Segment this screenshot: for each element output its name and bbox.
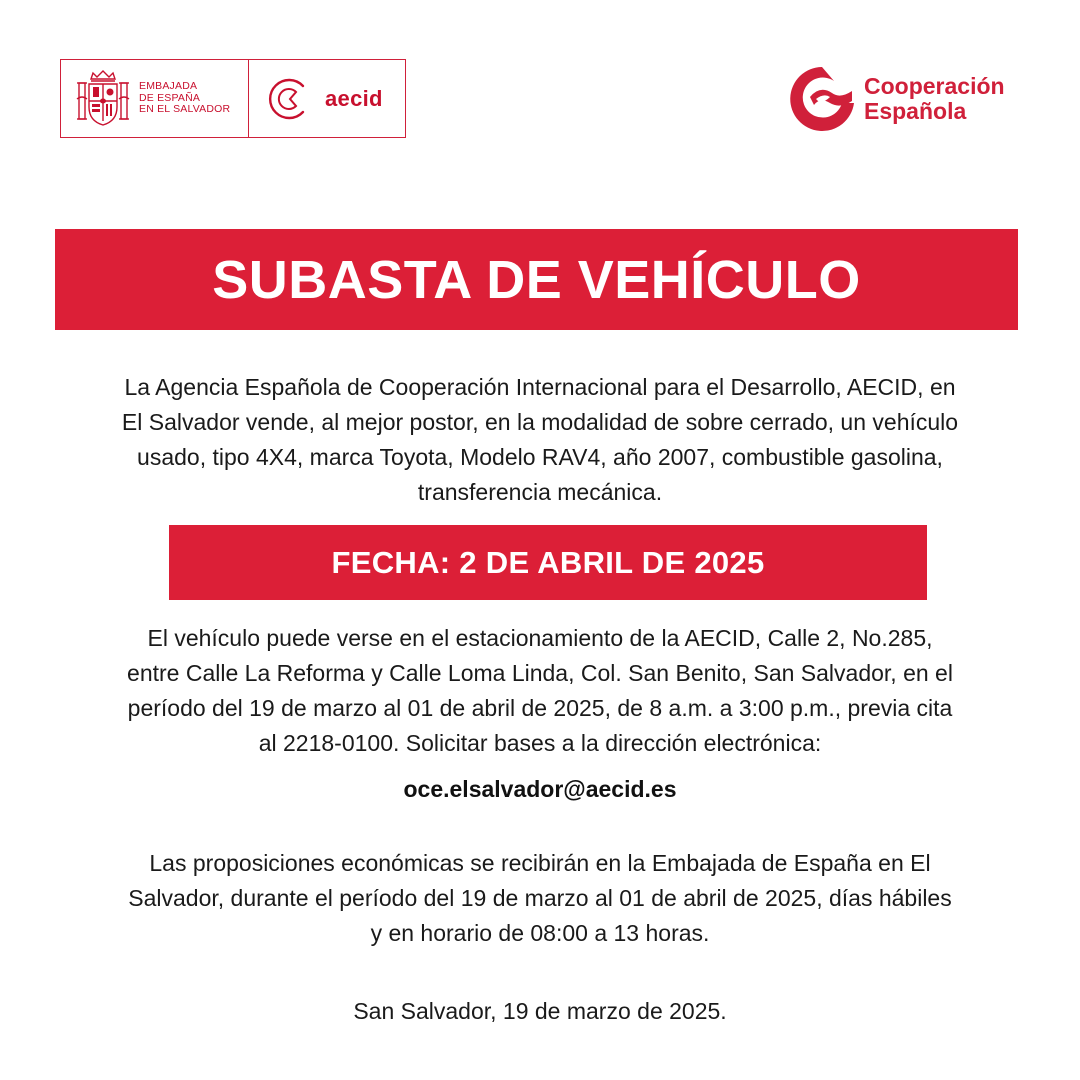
date-banner [169,525,927,600]
cooperacion-c-icon [786,63,858,135]
proposal-line: Salvador, durante el período del 19 de marzo al 01 de abril de 2025, días hábiles [128,885,952,911]
contact-email[interactable]: oce.elsalvador@aecid.es [403,776,677,802]
intro-line: transferencia mecánica. [417,479,663,505]
embajada-line-2: DE ESPAÑA [139,91,201,104]
visit-line: período del 19 de marzo al 01 de abril de 2025, de 8 a.m. a 3:00 p.m., previa cita [127,695,953,721]
intro-paragraph [80,370,1000,510]
auction-date: FECHA: 2 DE ABRIL DE 2025 [331,544,765,580]
cooperacion-line-2: Española [864,98,967,124]
visit-paragraph [80,621,1000,761]
aecid-logo [249,60,405,137]
intro-line: usado, tipo 4X4, marca Toyota, Modelo RAV4, año 2007, combustible gasolina, [137,444,943,470]
coat-of-arms-icon [75,69,131,129]
cooperacion-line-1: Cooperación [864,73,1005,99]
cooperacion-espanola-logo [786,62,1026,136]
signoff-text: San Salvador, 19 de marzo de 2025. [353,998,727,1024]
visit-line: entre Calle La Reforma y Calle Loma Linda, Col. San Benito, San Salvador, en el [127,660,953,686]
embassy-aecid-logo [60,59,406,138]
aecid-c-icon [263,74,313,124]
proposal-line: y en horario de 08:00 a 13 horas. [370,920,710,946]
proposals-paragraph [80,846,1000,951]
embajada-text [139,81,230,116]
proposal-line: Las proposiciones económicas se recibirán en la Embajada de España en El [149,850,931,876]
embajada-line-3: EN EL SALVADOR [139,103,231,116]
cooperacion-wordmark [864,74,1005,124]
embajada-logo [61,60,249,137]
embajada-line-1: EMBAJADA [139,80,198,93]
signoff [80,994,1000,1029]
visit-line: al 2218-0100. Solicitar bases a la dirección electrónica: [258,730,822,756]
page-title: SUBASTA DE VEHÍCULO [212,249,861,310]
intro-line: El Salvador vende, al mejor postor, en la modalidad de sobre cerrado, un vehículo [121,409,959,435]
visit-line: El vehículo puede verse en el estacionamiento de la AECID, Calle 2, No.285, [147,625,933,651]
intro-line: La Agencia Española de Cooperación Internacional para el Desarrollo, AECID, en [124,374,956,400]
aecid-wordmark: aecid [325,85,383,111]
title-banner [55,229,1018,330]
